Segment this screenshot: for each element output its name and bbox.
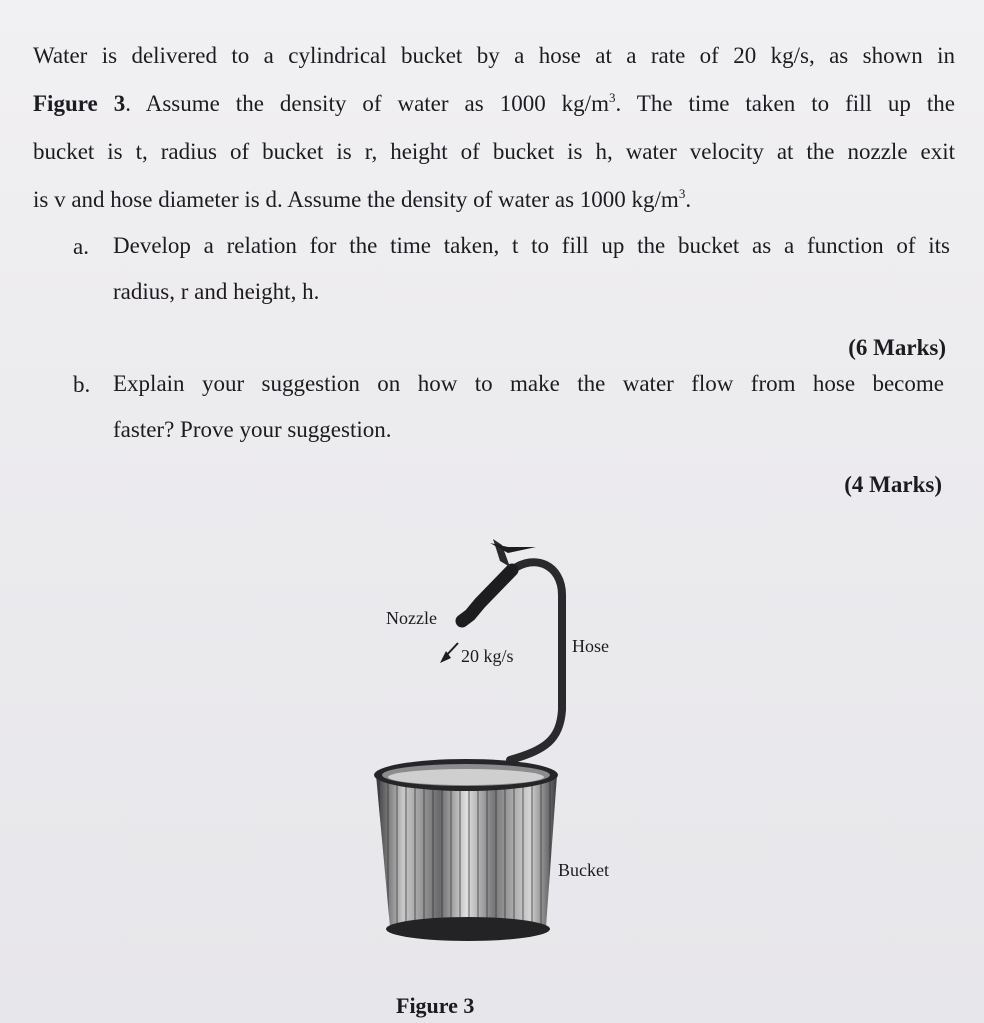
intro-line-2: Figure 3. Assume the density of water as 1000 $kg/m^3$. The time taken to fill up the (33, 90, 955, 116)
question-b-marks: (4 Marks) (844, 472, 942, 497)
question-a-line-1: Develop a relation for the time taken, t to fill up the bucket as a function of its (113, 233, 950, 258)
flow-rate-label: 20 kg/s (461, 646, 514, 666)
bucket-label: Bucket (558, 860, 609, 880)
question-a-marks: (6 Marks) (848, 335, 946, 360)
nozzle-icon (462, 539, 536, 621)
hose-label: Hose (572, 636, 609, 656)
question-b-line-1: Explain your suggestion on how to make the water flow from hose become (113, 371, 944, 396)
nozzle-label: Nozzle (386, 608, 437, 628)
question-b-line-2: faster? Prove your suggestion. (113, 417, 392, 442)
figure-caption: Figure 3 (396, 993, 475, 1018)
figure-reference: Figure 3 (33, 91, 126, 116)
question-a-label: a. (73, 234, 89, 259)
intro-line-3: bucket is t, radius of bucket is r, height of bucket is h, water velocity at the nozzle exit (33, 139, 955, 164)
flow-arrow-icon (440, 643, 458, 663)
question-b-label: b. (73, 372, 91, 397)
intro-line-1: Water is delivered to a cylindrical bucket by a hose at a rate of 20 kg/s, as shown in (33, 43, 955, 68)
intro-line-4: is v and hose diameter is d. Assume the density of water as 1000 $kg/m^3$. (33, 186, 692, 212)
bucket-hose-illustration (360, 525, 640, 955)
question-a-line-2: radius, r and height, h. (113, 279, 320, 304)
hose-shape (510, 562, 562, 760)
bucket-shape (374, 759, 558, 941)
